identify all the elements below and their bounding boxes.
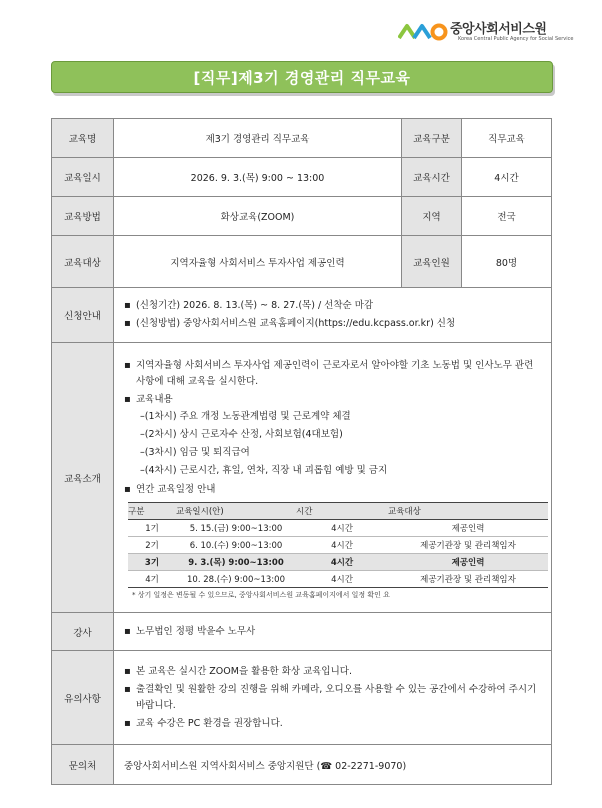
org-name-en: Korea Central Public Agency for Social Service <box>458 36 574 42</box>
label-region: 지역 <box>402 197 462 236</box>
value-hours: 4시간 <box>462 158 552 197</box>
schedule-note: * 상기 일정은 변동될 수 있으므로, 중앙사회서비스원 교육홈페이지에서 일정 확인 요 <box>132 590 390 599</box>
label-capacity: 교육인원 <box>402 236 462 288</box>
value-capacity: 80명 <box>462 236 552 288</box>
label-lecturer: 강사 <box>52 613 114 651</box>
label-intro: 교육소개 <box>52 343 114 613</box>
intro-content-title <box>136 392 543 480</box>
label-contact: 문의처 <box>52 745 114 785</box>
org-name: 중앙사회서비스원 <box>450 22 547 37</box>
notice-item: ▪ 출결확인 및 원활한 강의 진행을 위해 카메라, 오디오를 사용할 수 있는 공간에서 수강하여 주시기 바랍니다. <box>136 682 543 714</box>
session-list <box>136 408 543 480</box>
label-datetime: 교육일시 <box>52 158 114 197</box>
value-course-type: 직무교육 <box>462 119 552 158</box>
schedule-cell: 3기 <box>128 553 176 570</box>
schedule-row <box>128 536 548 553</box>
lecturer-content <box>114 613 552 651</box>
application-method: ▪ (신청방법) 중앙사회서비스원 교육홈페이지(https://edu.kcpass.or.kr) 신청 <box>136 316 543 332</box>
row-target <box>52 236 552 288</box>
label-hours: 교육시간 <box>402 158 462 197</box>
schedule-cell: 4시간 <box>296 553 388 570</box>
application-list <box>124 298 543 332</box>
row-datetime <box>52 158 552 197</box>
schedule-cell: 9. 3.(목) 9:00~13:00 <box>176 553 296 570</box>
schedule-cell: 2기 <box>128 536 176 553</box>
value-datetime: 2026. 9. 3.(목) 9:00 ~ 13:00 <box>114 158 402 197</box>
schedule-row <box>128 519 548 536</box>
notice-item: ▪ 교육 수강은 PC 환경을 권장합니다. <box>136 716 543 732</box>
schedule-cell: 제공인력 <box>388 519 548 536</box>
page-title: [직무]제3기 경영관리 직무교육 <box>193 68 411 87</box>
row-lecturer <box>52 613 552 651</box>
lecturer-value: ▪ 노무법인 정평 박윤수 노무사 <box>136 624 543 640</box>
intro-lead: ▪ 지역자율형 사회서비스 투자사업 제공인력이 근로자로서 알아야할 기초 노동법 및 인사노무 관련 사항에 대해 교육을 실시한다. <box>136 358 543 390</box>
value-course-name: 제3기 경영관리 직무교육 <box>114 119 402 158</box>
schedule-row <box>128 570 548 587</box>
lecturer-list <box>124 624 543 640</box>
schedule-header: 구분 <box>128 502 176 519</box>
label-course-type: 교육구분 <box>402 119 462 158</box>
schedule-header: 교육일시(안) <box>176 502 296 519</box>
session-item: – (4차시) 근로시간, 휴일, 연차, 직장 내 괴롭힘 예방 및 금지 <box>136 462 543 480</box>
application-period: ▪ (신청기간) 2026. 8. 13.(목) ~ 8. 27.(목) / 선착순 마감 <box>136 298 543 314</box>
schedule-table <box>128 502 548 588</box>
row-course-name <box>52 119 552 158</box>
schedule-cell: 1기 <box>128 519 176 536</box>
row-application <box>52 288 552 343</box>
schedule-cell: 제공기관장 및 관리책임자 <box>388 570 548 587</box>
notice-list <box>124 664 543 732</box>
label-course-name: 교육명 <box>52 119 114 158</box>
value-method: 화상교육(ZOOM) <box>114 197 402 236</box>
row-notice <box>52 651 552 745</box>
notice-content <box>114 651 552 745</box>
schedule-cell: 제공기관장 및 관리책임자 <box>388 536 548 553</box>
application-content <box>114 288 552 343</box>
course-info-table <box>51 118 552 785</box>
session-item: – (3차시) 임금 및 퇴직급여 <box>136 444 543 462</box>
session-item: – (1차시) 주요 개정 노동관계법령 및 근로계약 체결 <box>136 408 543 426</box>
schedule-header: 시간 <box>296 502 388 519</box>
row-method <box>52 197 552 236</box>
schedule-cell: 4시간 <box>296 570 388 587</box>
value-region: 전국 <box>462 197 552 236</box>
logo-mark-icon <box>398 20 448 42</box>
schedule-header: 교육대상 <box>388 502 548 519</box>
contact-value: 중앙사회서비스원 지역사회서비스 중앙지원단 (☎ 02-2271-9070) <box>114 745 552 785</box>
intro-list <box>124 358 543 498</box>
label-method: 교육방법 <box>52 197 114 236</box>
label-notice: 유의사항 <box>52 651 114 745</box>
row-contact <box>52 745 552 785</box>
schedule-row-current <box>128 553 548 570</box>
schedule-cell: 제공인력 <box>388 553 548 570</box>
title-banner <box>51 61 553 93</box>
label-target: 교육대상 <box>52 236 114 288</box>
row-intro <box>52 343 552 613</box>
schedule-cell: 4시간 <box>296 536 388 553</box>
session-item: – (2차시) 상시 근로자수 산정, 사회보험(4대보험) <box>136 426 543 444</box>
label-application: 신청안내 <box>52 288 114 343</box>
schedule-cell: 4기 <box>128 570 176 587</box>
schedule-cell: 10. 28.(수) 9:00~13:00 <box>176 570 296 587</box>
schedule-cell: 6. 10.(수) 9:00~13:00 <box>176 536 296 553</box>
schedule-cell: 4시간 <box>296 519 388 536</box>
notice-item: ▪ 본 교육은 실시간 ZOOM을 활용한 화상 교육입니다. <box>136 664 543 680</box>
schedule-header-row <box>128 502 548 519</box>
intro-content <box>114 343 552 613</box>
value-target: 지역자율형 사회서비스 투자사업 제공인력 <box>114 236 402 288</box>
content-title: 교육내용 <box>136 393 173 405</box>
schedule-cell: 5. 15.(금) 9:00~13:00 <box>176 519 296 536</box>
schedule-title: ▪ 연간 교육일정 안내 <box>136 482 543 498</box>
org-logo <box>398 16 574 50</box>
